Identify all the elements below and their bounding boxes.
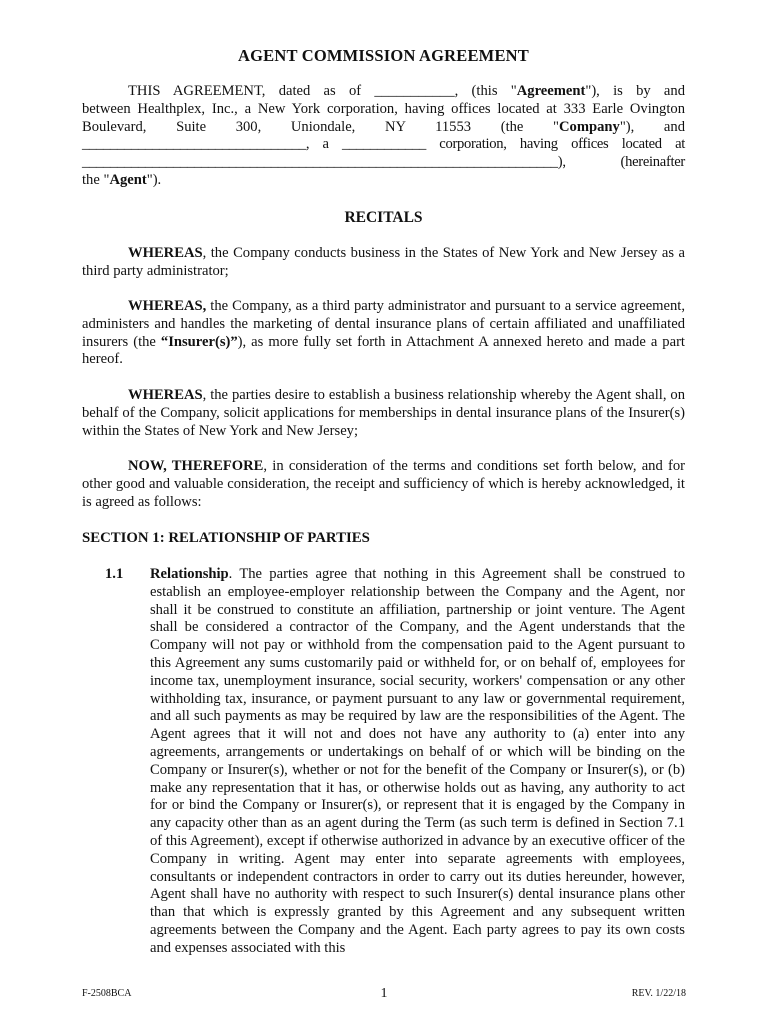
recitals-heading: RECITALS	[344, 209, 423, 226]
revision-date: REV. 1/22/18	[631, 988, 686, 999]
page-number: 1	[380, 986, 388, 1001]
intro-line-1: THIS AGREEMENT, dated as of ___________, (this "Agreement"), is by and	[128, 83, 686, 99]
intro-line-5: ____________________________________________________________________), (hereinafter	[82, 154, 685, 171]
recital-paragraph: WHEREAS, the Company, as a third party administrator and pursuant to a service agreement, administers and handles the marketing of dental insurance plans of certain affiliated and unaffiliated insurers (the “Insurer(s)”), as more fully set forth in Attachment A annexed hereto and made a part hereof.	[82, 298, 685, 368]
recital-paragraph: WHEREAS, the parties desire to establish a business relationship whereby the Agent shall, on behalf of the Company, solicit applications for memberships in dental insurance plans of the Insurer(s) within the States of New York and New Jersey;	[82, 387, 685, 439]
intro-line-4: ________________________________, a ____________ corporation, having offices located at	[82, 136, 685, 153]
intro-line-3: Boulevard, Suite 300, Uniondale, NY 11553 (the "Company"), and	[82, 118, 685, 135]
recital-paragraph: NOW, THEREFORE, in consideration of the terms and conditions set forth below, and for other good and valuable consideration, the receipt and sufficiency of which is hereby acknowledged, it is agreed as follows:	[82, 458, 686, 510]
intro-line-2: between Healthplex, Inc., a New York corporation, having offices located at 333 Earle Ovington	[82, 100, 685, 117]
form-id: F-2508BCA	[82, 988, 132, 999]
document-title: AGENT COMMISSION AGREEMENT	[238, 46, 529, 65]
clause-number: 1.1	[105, 566, 124, 582]
clause-1-1-text: Relationship. The parties agree that nothing in this Agreement shall be construed to establish an employee-employer relationship between the Company and the Agent, nor shall it be construed to constitute an affiliation, partnership or joint venture. The Agent shall be considered a contractor of the Company, and the Agent understands that the Company will not pay or withhold from the compensation paid to the Agent pursuant to this Agreement any sums customarily paid or withheld for, or on behalf of, employees for income tax, unemployment insurance, social security, workers' compensation or any other withholding tax, insurance, or payment pursuant to any law or governmental requirement, and all such payments as may be required by law are the responsibilities of the Agent. The Agent agrees that it will not and does not have any authority to (a) enter into any agreements, arrangements or undertakings on behalf of or which will be binding on the Company or Insurer(s), whether or not for the benefit of the Company or Insurer(s), or (b) make any representation that it has, or otherwise holds out as having, any authority to act for or bind the Company or Insurer(s), or represent that it is engaged by the Company in any capacity other than as an agent during the Term (as such term is defined in Section 7.1 of this Agreement), except if otherwise authorized in advance by an executive officer of the Company in writing. Agent may enter into separate agreements with employees, consultants or independent contractors in order to carry out its duties hereunder, however, Agent shall have no authority with respect to such Insurer(s) dental insurance plans other than that which is expressly granted by this Agreement and any subsequent written agreements between the Company and the Agent. Each party agrees to pay its own costs and expenses associated with this	[150, 566, 685, 956]
document-page	[82, 0, 685, 1024]
recital-paragraph: WHEREAS, the Company conducts business in the States of New York and New Jersey as a third party administrator;	[82, 245, 685, 279]
section-1-heading: SECTION 1: RELATIONSHIP OF PARTIES	[82, 530, 370, 546]
intro-paragraph	[82, 83, 685, 190]
intro-line-6: the "Agent").	[82, 171, 162, 188]
